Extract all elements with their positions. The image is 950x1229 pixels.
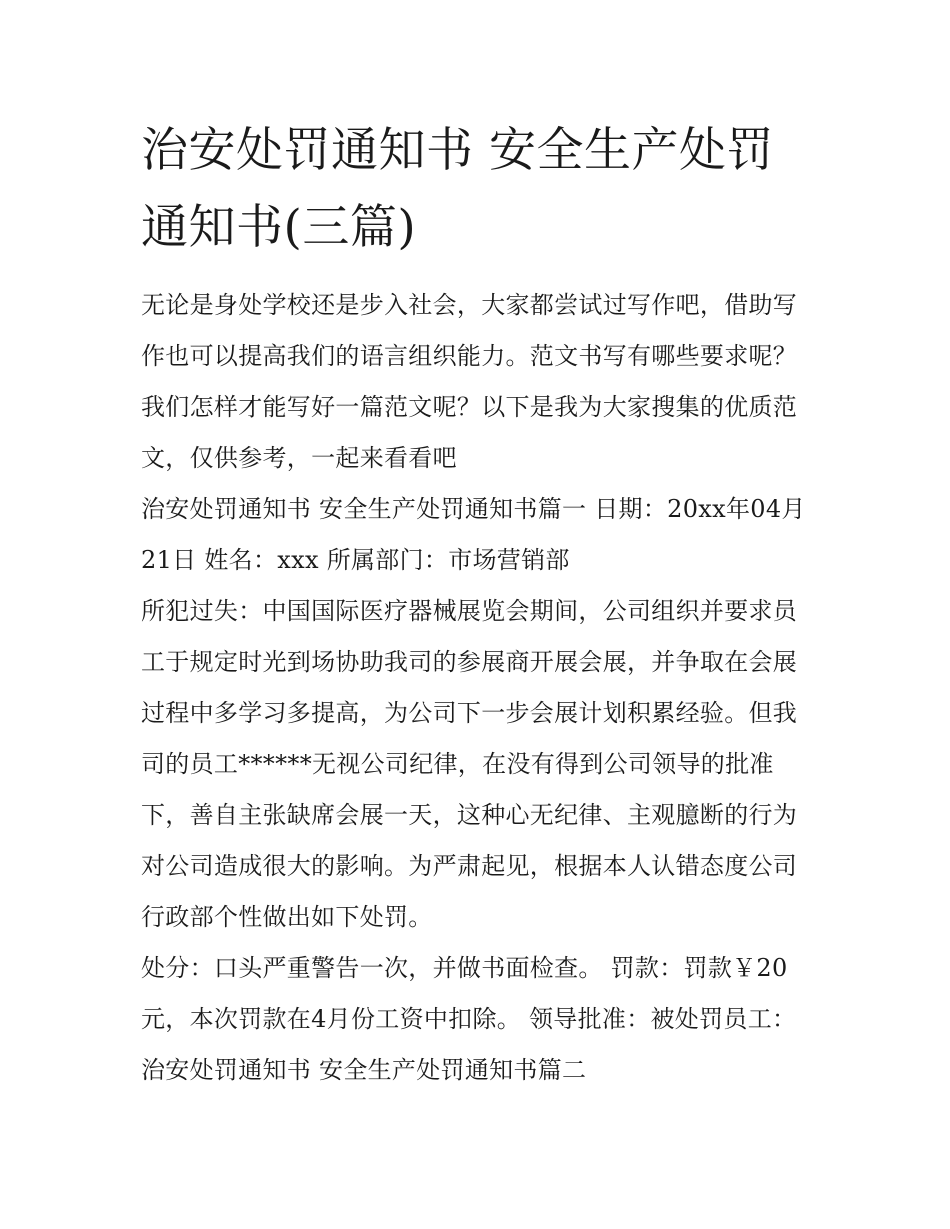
document-page (141, 112, 813, 1096)
intro-paragraph: 无论是身处学校还是步入社会，大家都尝试过写作吧，借助写作也可以提高我们的语言组织能力。范文书写有哪些要求呢？我们怎样才能写好一篇范文呢？以下是我为大家搜集的优质范文，仅供参考，一起来看看吧 (141, 291, 798, 472)
notice-header-paragraph: 治安处罚通知书 安全生产处罚通知书篇一 日期：20xx年04月21日 姓名：xxx 所属部门：市场营销部 (141, 495, 806, 574)
penalty-paragraph: 处分：口头严重警告一次，并做书面检查。 罚款：罚款￥20元，本次罚款在4月份工资中扣除。 领导批准：被处罚员工： 治安处罚通知书 安全生产处罚通知书篇二 (141, 954, 797, 1084)
document-title: 治安处罚通知书 安全生产处罚通知书(三篇) (141, 123, 774, 255)
offense-paragraph: 所犯过失：中国国际医疗器械展览会期间，公司组织并要求员工于规定时光到场协助我司的参展商开展会展，并争取在会展过程中多学习多提高，为公司下一步会展计划积累经验。但我司的员工******无视公司纪律，在没有得到公司领导的批准下，善自主张缺席会展一天，这种心无纪律、主观臆断的行为对公司造成很大的影响。为严肃起见，根据本人认错态度公司行政部个性做出如下处罚。 (141, 597, 798, 931)
